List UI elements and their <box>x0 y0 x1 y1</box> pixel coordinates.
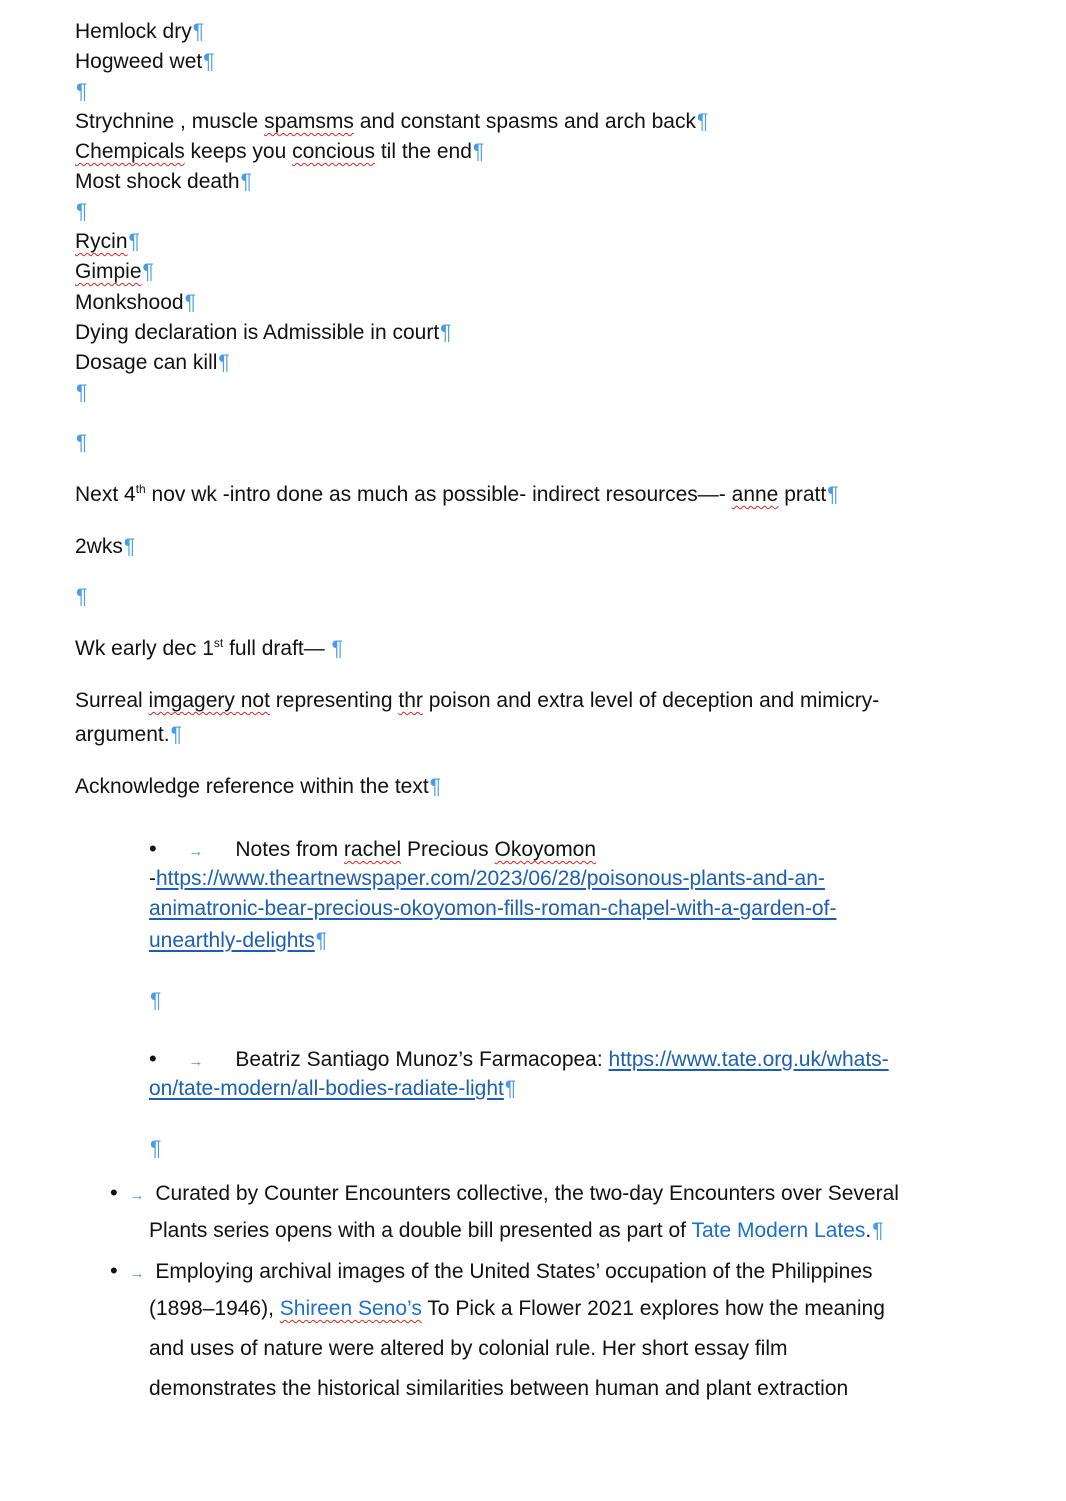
text-line-content: Dying declaration is Admissible in court <box>75 321 440 344</box>
text-line <box>75 532 135 562</box>
pilcrow-mark: ¶ <box>76 200 88 223</box>
misspelled-word[interactable]: rachel <box>343 838 402 861</box>
text-line-content: Next 4 <box>75 483 136 506</box>
text-line <box>75 318 451 348</box>
tab-arrow-icon: → <box>188 843 204 860</box>
misspelled-word[interactable]: thr <box>398 689 423 712</box>
text-line-content: Surreal <box>75 689 149 712</box>
list-item <box>149 1044 889 1077</box>
pilcrow-mark: ¶ <box>429 775 441 798</box>
list-item-continuation <box>149 1334 787 1364</box>
tab-arrow-icon: → <box>129 1187 145 1204</box>
hyperlink-shireen-seno[interactable]: Shireen Seno’s <box>279 1297 422 1320</box>
text-line-content: Dosage can kill <box>75 351 218 374</box>
text-line <box>75 257 154 287</box>
pilcrow-mark: ¶ <box>504 1077 517 1100</box>
text-line <box>75 227 140 257</box>
pilcrow-mark: ¶ <box>76 431 88 454</box>
list-item-continuation <box>149 1374 848 1404</box>
hyperlink-tate[interactable]: on/tate-modern/all-bodies-radiate-light <box>149 1077 504 1100</box>
list-item-text: Curated by Counter Encounters collective, the two-day Encounters over Several <box>155 1182 899 1205</box>
list-item-continuation <box>149 864 825 894</box>
misspelled-word[interactable]: anne <box>731 483 779 506</box>
pilcrow-mark: ¶ <box>218 351 230 374</box>
text-line <box>75 634 343 664</box>
pilcrow-mark: ¶ <box>203 50 215 73</box>
text-line <box>75 480 839 510</box>
list-item-text: Employing archival images of the United States’ occupation of the Philippines <box>155 1260 873 1283</box>
pilcrow-mark: ¶ <box>128 230 140 253</box>
text-line-content: full draft— <box>223 637 331 660</box>
text-line <box>75 167 252 197</box>
text-line <box>75 288 196 318</box>
list-item-text: Plants series opens with a double bill presented as part of <box>149 1219 692 1242</box>
text-line <box>75 137 484 167</box>
list-item-continuation <box>149 894 836 924</box>
text-line <box>75 348 230 378</box>
empty-line <box>75 197 87 227</box>
text-line-content: representing <box>269 689 399 712</box>
list-item-text: - <box>149 867 156 890</box>
pilcrow-mark: ¶ <box>123 535 136 558</box>
bullet-dot: • <box>149 1046 157 1071</box>
text-line-content: Hogweed wet <box>75 50 203 73</box>
list-item <box>110 1256 873 1289</box>
hyperlink-tate[interactable]: https://www.tate.org.uk/whats- <box>608 1048 889 1071</box>
empty-line <box>75 582 87 612</box>
list-item <box>110 1178 899 1211</box>
list-item-text: Precious <box>401 838 495 861</box>
misspelled-word[interactable]: Rycin <box>75 230 128 253</box>
list-item-continuation <box>149 1294 885 1324</box>
text-line-content: til the end <box>375 140 472 163</box>
bullet-dot: • <box>110 1258 118 1283</box>
pilcrow-mark: ¶ <box>142 260 154 283</box>
text-line-content: Hemlock dry <box>75 20 192 43</box>
pilcrow-mark: ¶ <box>440 321 452 344</box>
pilcrow-mark: ¶ <box>872 1219 884 1242</box>
text-line-content: 2wks <box>75 535 123 558</box>
text-line-content: keeps you <box>184 140 293 163</box>
text-line-content: Wk early dec 1 <box>75 637 214 660</box>
misspelled-word[interactable]: imgagery not <box>148 689 270 712</box>
empty-line <box>75 77 87 107</box>
list-item-text: Beatriz Santiago Munoz’s Farmacopea: <box>235 1048 609 1071</box>
misspelled-word[interactable]: Gimpie <box>75 260 142 283</box>
tab-arrow-icon: → <box>129 1265 145 1282</box>
tab-arrow-icon: → <box>188 1053 204 1070</box>
hyperlink-theartnewspaper[interactable]: unearthly-delights <box>149 929 315 952</box>
hyperlink-theartnewspaper[interactable]: https://www.theartnewspaper.com/2023/06/28/poisonous-plants-and-an- <box>156 867 825 890</box>
empty-line <box>75 428 87 458</box>
empty-line <box>75 378 87 408</box>
text-line-content: pratt <box>778 483 827 506</box>
pilcrow-mark: ¶ <box>184 291 196 314</box>
pilcrow-mark: ¶ <box>76 80 88 103</box>
text-line <box>75 720 182 750</box>
list-item-text: To Pick a Flower 2021 explores how the meaning <box>421 1297 885 1320</box>
pilcrow-mark: ¶ <box>76 381 88 404</box>
pilcrow-mark: ¶ <box>76 585 88 608</box>
text-line <box>75 686 879 716</box>
pilcrow-mark: ¶ <box>170 723 182 746</box>
bullet-dot: • <box>110 1180 118 1205</box>
text-line <box>75 107 708 137</box>
hyperlink-theartnewspaper[interactable]: animatronic-bear-precious-okoyomon-fills-roman-chapel-with-a-garden-of- <box>149 897 837 920</box>
text-line-content: Acknowledge reference within the text <box>75 775 429 798</box>
text-line-content: Most shock death <box>75 170 240 193</box>
list-item-text: . <box>865 1219 872 1242</box>
misspelled-word[interactable]: Okoyomon <box>494 838 597 861</box>
list-item-continuation <box>149 926 327 956</box>
bullet-dot: • <box>149 836 157 861</box>
list-item-text: (1898–1946), <box>149 1297 280 1320</box>
pilcrow-mark: ¶ <box>150 989 162 1012</box>
text-line <box>75 47 215 77</box>
empty-line <box>149 986 161 1016</box>
pilcrow-mark: ¶ <box>827 483 839 506</box>
text-line-content: nov wk -intro done as much as possible- indirect resources—- <box>145 483 732 506</box>
pilcrow-mark: ¶ <box>240 170 252 193</box>
text-line-content: and constant spasms and arch back <box>353 110 696 133</box>
text-line-content: Strychnine , muscle <box>75 110 265 133</box>
pilcrow-mark: ¶ <box>696 110 709 133</box>
superscript: st <box>213 636 224 650</box>
pilcrow-mark: ¶ <box>315 929 328 952</box>
empty-line <box>149 1134 161 1164</box>
list-item-text: and uses of nature were altered by colonial rule. Her short essay film <box>149 1337 788 1360</box>
text-line-content: argument. <box>75 723 170 746</box>
list-item <box>149 834 596 867</box>
text-line <box>75 17 204 47</box>
list-item-text: Notes from <box>235 838 344 861</box>
pilcrow-mark: ¶ <box>150 1137 162 1160</box>
text-line-content: poison and extra level of deception and mimicry- <box>422 689 880 712</box>
hyperlink-tate-modern-lates[interactable]: Tate Modern Lates <box>691 1219 866 1242</box>
list-item-continuation <box>149 1216 884 1246</box>
pilcrow-mark: ¶ <box>472 140 485 163</box>
misspelled-word[interactable]: concious <box>292 140 376 163</box>
list-item-continuation <box>149 1074 516 1104</box>
text-line-content: Monkshood <box>75 291 184 314</box>
misspelled-word[interactable]: spamsms <box>264 110 354 133</box>
pilcrow-mark: ¶ <box>192 20 204 43</box>
text-line <box>75 772 441 802</box>
list-item-text: demonstrates the historical similarities between human and plant extraction <box>149 1377 849 1400</box>
misspelled-word[interactable]: Chempicals <box>75 140 185 163</box>
pilcrow-mark: ¶ <box>331 637 343 660</box>
superscript: th <box>135 482 146 496</box>
